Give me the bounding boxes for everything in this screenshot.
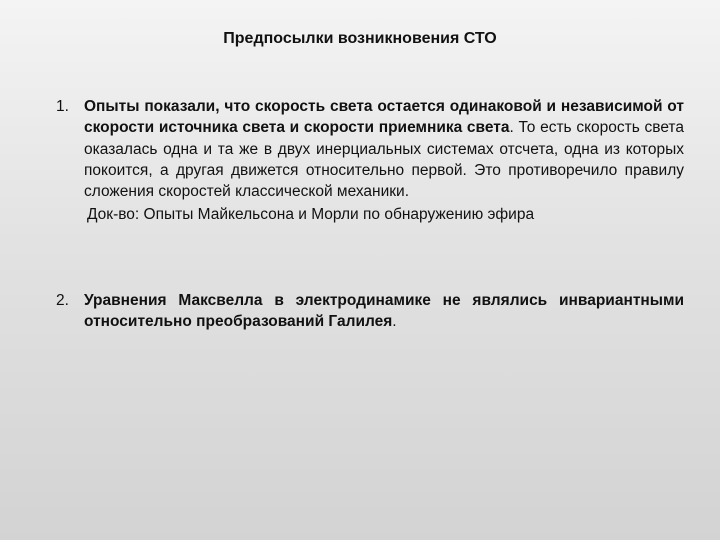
list-item-2 [56,290,684,333]
proof-note: Док-во: Опыты Майкельсона и Морли по обнаружению эфира [87,206,535,224]
list-item-regular-text: . То есть скорость света оказалась одна и та же в двух инерциальных системах отсчета, одна из которых покоится, а другая движется относительно первой. Это противоречило правилу сложения скоростей классической механики. [84,119,684,201]
list-item-number: 1. [56,98,69,115]
list-item-1 [56,96,684,226]
list-item-bold-text: Уравнения Максвелла в электродинамике не являлись инвариантными относительно преобразований Галилея [84,292,684,331]
slide-title: Предпосылки возникновения СТО [223,30,497,47]
list-item-regular-text: . [392,313,397,331]
list-item-text [84,290,684,333]
list-item-number: 2. [56,292,69,309]
list-item-bold-text: Опыты показали, что скорость света остается одинаковой и независимой от скорости источника света и скорости приемника света [84,98,684,137]
list-item-text [84,96,684,202]
